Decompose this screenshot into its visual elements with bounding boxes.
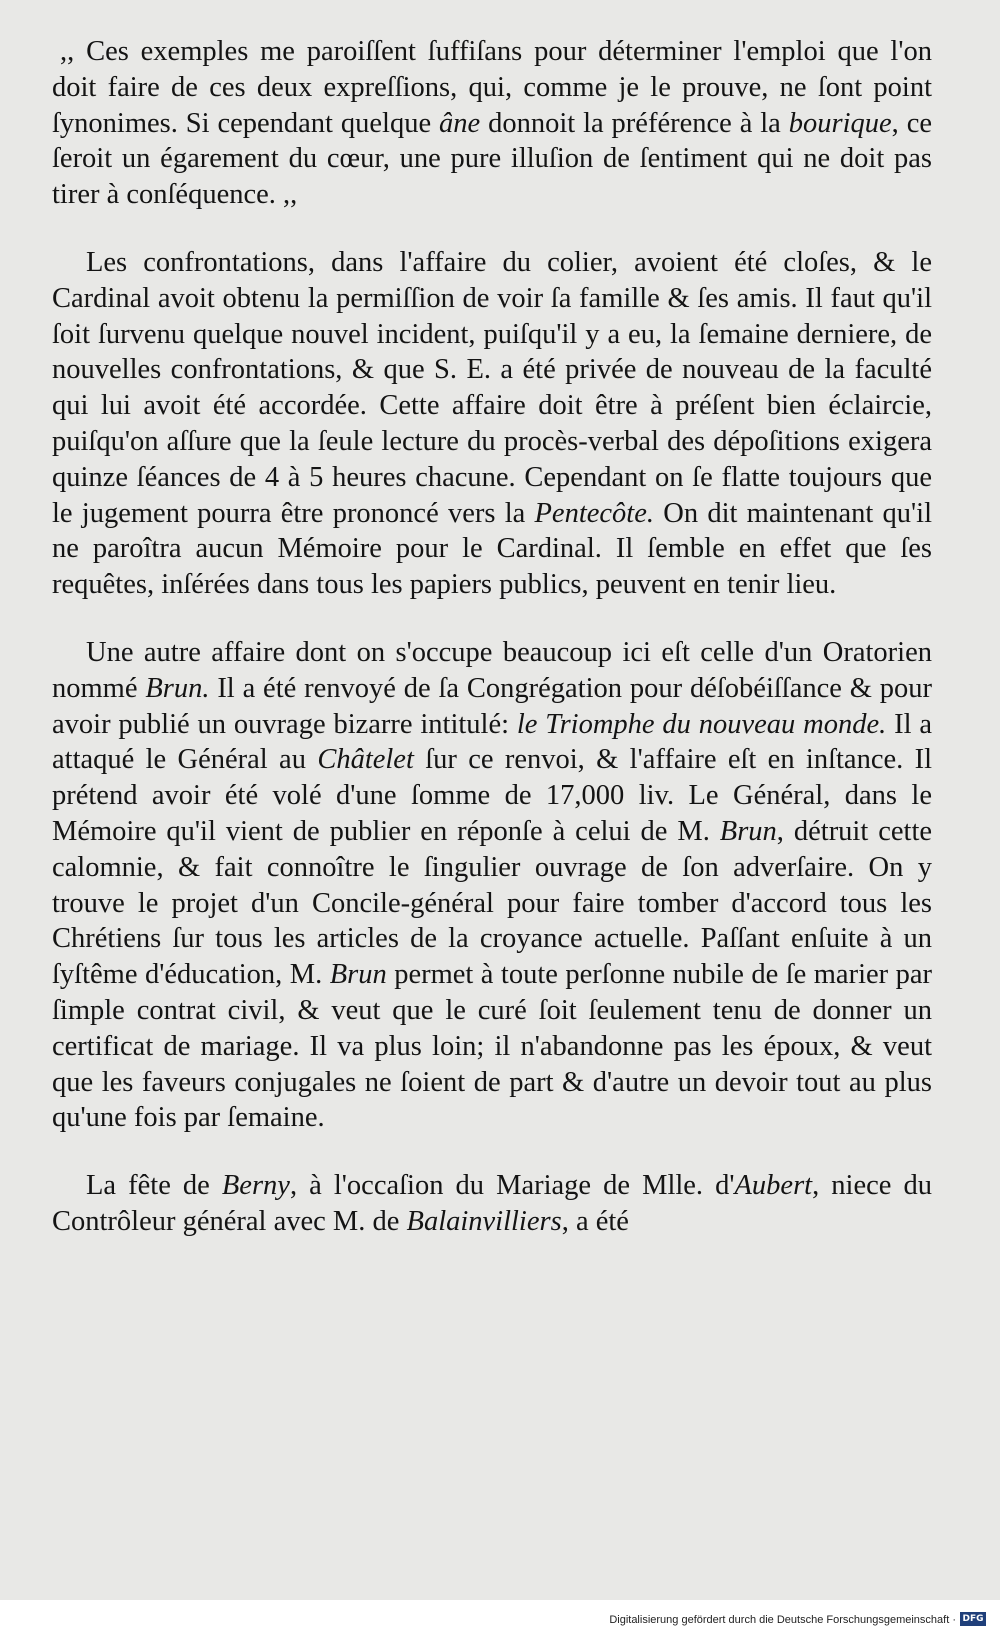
text-run: ,, Ces exemples me paroiſſent ſuffiſans pour déterminer l'emploi que l'on doit faire de ces deux expreſſions, qui, comme je le prouve, ne ſont point ſynonimes. Si cependant quelque <box>52 36 932 139</box>
italic-run: Pentecôte. <box>534 497 654 529</box>
italic-run: Brun. <box>145 672 210 704</box>
paragraph-oratorien <box>52 635 932 1136</box>
text-run: donnoit la préférence à la <box>480 107 789 139</box>
funding-credit: Digitalisierung gefördert durch die Deutsche Forschungsgemeinschaft · <box>609 1614 956 1626</box>
text-run: ſur ce renvoi, & l'affaire eſt en inſtance. Il prétend avoir été volé d'une ſomme de 17,000 liv. Le Général, dans le Mémoire qu'il vient de publier en réponſe à celui de M. <box>52 744 933 847</box>
italic-run: Balainvilliers <box>406 1205 562 1237</box>
italic-run: Brun <box>329 959 387 991</box>
text-run: Il a attaqué le Général au <box>52 708 932 776</box>
paragraph-quote <box>52 34 932 213</box>
page-body <box>52 34 932 1240</box>
text-run: , ce ſeroit un égarement du cœur, une pure illuſion de ſentiment qui ne doit pas tirer à conſéquence. ,, <box>52 107 932 211</box>
dfg-logo: DFG <box>960 1612 986 1626</box>
italic-run: Brun <box>719 815 777 847</box>
text-run: , à l'occaſion du Mariage de Mlle. d' <box>289 1170 735 1202</box>
text-run: Il a été renvoyé de ſa Congrégation pour déſobéiſſance & pour avoir publié un ouvrage bizarre intitulé: <box>52 672 932 740</box>
italic-run: le Triomphe du nouveau monde. <box>516 708 887 740</box>
italic-run: Châtelet <box>317 744 414 776</box>
italic-run: bourique <box>788 107 892 139</box>
text-run: Une autre affaire dont on s'occupe beaucoup ici eſt celle d'un Oratorien nommé <box>52 636 932 704</box>
italic-run: âne <box>439 107 481 139</box>
text-run: , niece du Contrôleur général avec M. de <box>52 1170 932 1237</box>
text-run: La fête de <box>86 1170 222 1202</box>
text-run: On dit maintenant qu'il ne paroîtra aucun Mémoire pour le Cardinal. Il ſemble en effet que ſes requêtes, inſérées dans tous les papiers publics, peuvent en tenir lieu. <box>52 497 932 601</box>
text-run: permet à toute perſonne nubile de ſe marier par ſimple contrat civil, & veut que le curé ſoit ſeulement tenu de donner un certificat de mariage. Il va plus loin; il n'abandonne pas les époux, & veut que les faveurs conjugales ne ſoient de part & d'autre un devoir tout au plus qu'une fois par ſemaine. <box>52 959 933 1134</box>
italic-run: Berny <box>221 1170 290 1202</box>
italic-run: Aubert <box>734 1170 813 1202</box>
paragraph-fete <box>52 1168 932 1240</box>
text-run: , a été <box>561 1205 629 1237</box>
paragraph-cardinal <box>52 245 932 603</box>
text-run: , détruit cette calomnie, & fait connoître le ſingulier ouvrage de ſon adverſaire. On y trouve le projet d'un Concile-général pour faire tomber d'accord tous les Chrétiens ſur tous les articles de la croyance actuelle. Paſſant enſuite à un ſyſtême d'éducation, M. <box>52 815 933 991</box>
text-run: Les confrontations, dans l'affaire du colier, avoient été cloſes, & le Cardinal avoit obtenu la permiſſion de voir ſa famille & ſes amis. Il faut qu'il ſoit ſurvenu quelque nouvel incident, puiſqu'il y a eu, la ſemaine derniere, de nouvelles confrontations, & que S. E. a été privée de nouveau de la faculté qui lui avoit été accordée. Cette affaire doit être à préſent bien éclaircie, puiſqu'on aſſure que la ſeule lecture du procès-verbal des dépoſitions exigera quinze ſéances de 4 à 5 heures chacune. Cependant on ſe flatte toujours que le jugement pourra être prononcé vers la <box>52 246 932 529</box>
